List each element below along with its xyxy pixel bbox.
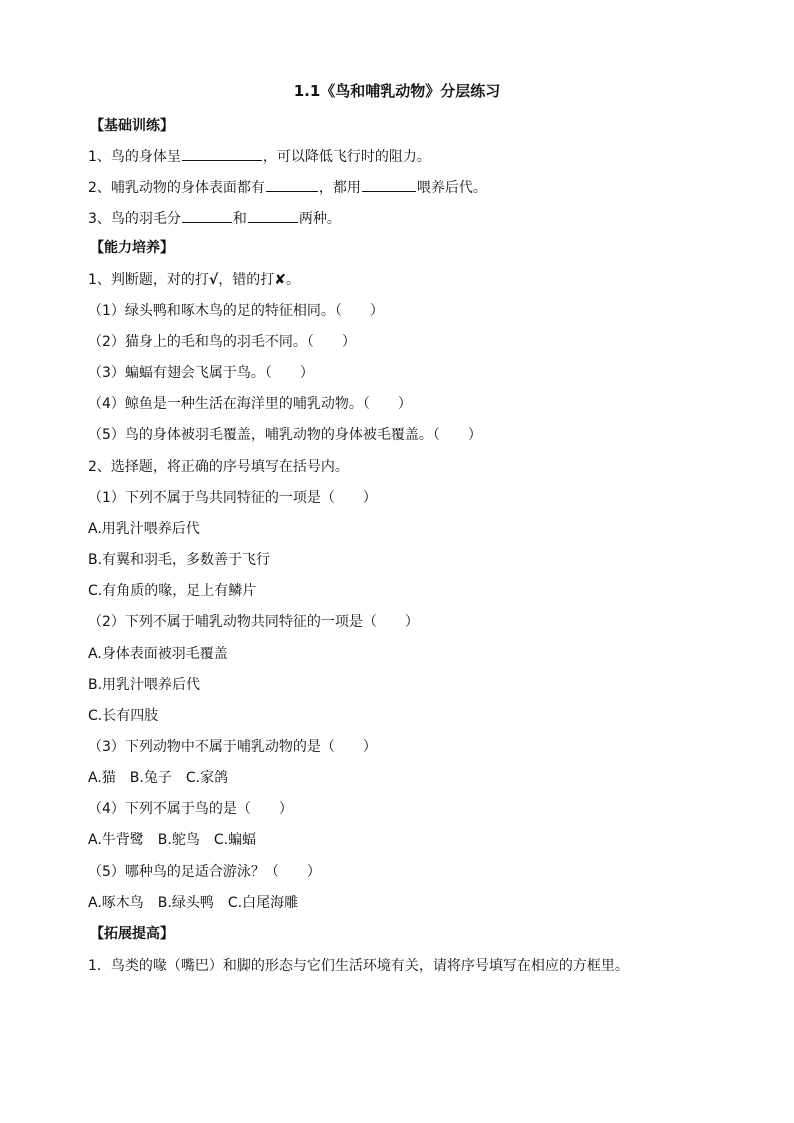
answer-blank: [182, 208, 232, 223]
choice-question-2: （2）下列不属于哺乳动物共同特征的一项是（ ）: [88, 614, 419, 630]
answer-blank: [362, 177, 416, 192]
choice-question-4: （4）下列不属于鸟的是（ ）: [88, 801, 293, 817]
choice-question-1: （1）下列不属于鸟共同特征的一项是（ ）: [88, 490, 377, 506]
judge-item: （2）猫身上的毛和鸟的羽毛不同。（ ）: [88, 334, 356, 350]
judge-item: （1）绿头鸭和啄木鸟的足的特征相同。（ ）: [88, 303, 384, 319]
judge-intro-post: 。: [286, 272, 300, 288]
choice-option: B.用乳汁喂养后代: [88, 677, 201, 693]
judge-intro-mid: ，错的打: [218, 272, 275, 288]
judge-item: （4）鲸鱼是一种生活在海洋里的哺乳动物。（ ）: [88, 396, 412, 412]
choice-options-row: [88, 768, 228, 788]
section-extend-heading: 【拓展提高】: [90, 926, 174, 942]
choice-option: C.有角质的喙，足上有鳞片: [88, 583, 257, 599]
choice-question-5: （5）哪种鸟的足适合游泳？（ ）: [88, 864, 321, 880]
q3-text-pre: 3、鸟的羽毛分: [88, 211, 181, 227]
answer-blank: [248, 208, 298, 223]
answer-blank: [266, 177, 318, 192]
q2-text-pre: 2、哺乳动物的身体表面都有: [88, 180, 265, 196]
choice-option: A.牛背鹭: [88, 832, 144, 848]
check-mark-icon: √: [208, 272, 219, 288]
choice-option: B.有翼和羽毛，多数善于飞行: [88, 552, 271, 568]
extend-question-1: 1．鸟类的喙（嘴巴）和脚的形态与它们生活环境有关，请将序号填写在相应的方框里。: [88, 958, 629, 974]
choice-option: A.身体表面被羽毛覆盖: [88, 646, 228, 662]
judge-item: （5）鸟的身体被羽毛覆盖，哺乳动物的身体被毛覆盖。（ ）: [88, 427, 482, 443]
choice-option: C.长有四肢: [88, 708, 159, 724]
page-title: 1.1《鸟和哺乳动物》分层练习: [293, 82, 501, 100]
section-basic-heading: 【基础训练】: [90, 118, 174, 134]
section-ability-heading: 【能力培养】: [90, 240, 174, 256]
answer-blank: [182, 146, 262, 161]
choice-intro: 2、选择题，将正确的序号填写在括号内。: [88, 459, 349, 475]
choice-options-row: [88, 893, 298, 913]
choice-option: B.兔子: [129, 770, 172, 786]
choice-option: A.猫: [88, 770, 116, 786]
choice-option: B.绿头鸭: [157, 895, 214, 911]
basic-question-1: [88, 146, 431, 167]
q2-text-post: 喂养后代。: [416, 180, 487, 196]
judge-intro-pre: 1、判断题，对的打: [88, 272, 209, 288]
choice-option: B.鸵鸟: [157, 832, 200, 848]
basic-question-3: [88, 208, 341, 229]
choice-option: A.用乳汁喂养后代: [88, 521, 200, 537]
choice-option: C.白尾海雕: [227, 895, 299, 911]
q3-text-post: 两种。: [298, 211, 341, 227]
choice-option: C.家鸽: [185, 770, 229, 786]
choice-question-3: （3）下列动物中不属于哺乳动物的是（ ）: [88, 739, 377, 755]
cross-mark-icon: ✘: [274, 272, 286, 288]
choice-options-row: [88, 830, 256, 850]
choice-option: A.啄木鸟: [88, 895, 144, 911]
q1-text-pre: 1、鸟的身体呈: [88, 149, 181, 165]
judge-item: （3）蝙蝠有翅会飞属于鸟。（ ）: [88, 365, 314, 381]
q3-text-mid: 和: [232, 211, 247, 227]
q1-text-post: ，可以降低飞行时的阻力。: [262, 149, 431, 165]
q2-text-mid: ，都用: [318, 180, 361, 196]
basic-question-2: [88, 177, 487, 198]
judge-intro: [88, 270, 300, 290]
choice-option: C.蝙蝠: [213, 832, 257, 848]
